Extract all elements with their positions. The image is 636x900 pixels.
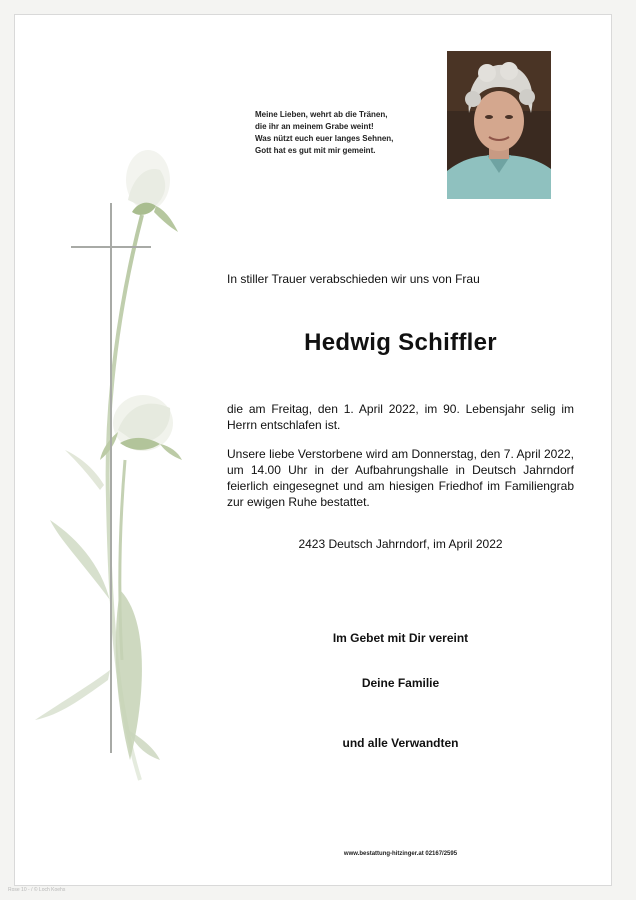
place-date: 2423 Deutsch Jahrndorf, im April 2022 xyxy=(298,537,503,551)
cross-icon xyxy=(110,203,112,753)
portrait-photo xyxy=(447,51,551,199)
death-announcement-paragraph: die am Freitag, den 1. April 2022, im 90. Lebensjahr selig im Herrn entschlafen ist. xyxy=(227,402,574,432)
white-rose-illustration xyxy=(20,140,210,800)
quote-line: Was nützt euch euer langes Sehnen, xyxy=(255,134,394,143)
closing-line-family: Deine Familie xyxy=(361,676,440,690)
intro-text: In stiller Trauer verabschieden wir uns von Frau xyxy=(227,272,480,286)
memorial-quote xyxy=(255,109,435,157)
closing-line-prayer: Im Gebet mit Dir vereint xyxy=(332,631,469,645)
quote-line: die ihr an meinem Grabe weint! xyxy=(255,122,374,131)
deceased-name: Hedwig Schiffler xyxy=(304,329,497,356)
funeral-details-paragraph: Unsere liebe Verstorbene wird am Donnerstag, den 7. April 2022, um 14.00 Uhr in der Aufbahrungshalle in Deutsch Jahrndorf feierlich eingesegnet und am hiesigen Friedhof im Familiengrab zur ewigen Ruhe bestattet. xyxy=(227,447,574,509)
quote-line: Gott hat es gut mit mir gemeint. xyxy=(255,146,376,155)
funeral-home-contact: www.bestattung-hitzinger.at 02167/2595 xyxy=(343,851,458,857)
closing-line-relatives: und alle Verwandten xyxy=(342,736,459,750)
image-credit: Rose 10 - / © Loch Koehs xyxy=(8,887,66,893)
cross-icon-bar xyxy=(71,246,151,248)
quote-line: Meine Lieben, wehrt ab die Tränen, xyxy=(255,110,388,119)
